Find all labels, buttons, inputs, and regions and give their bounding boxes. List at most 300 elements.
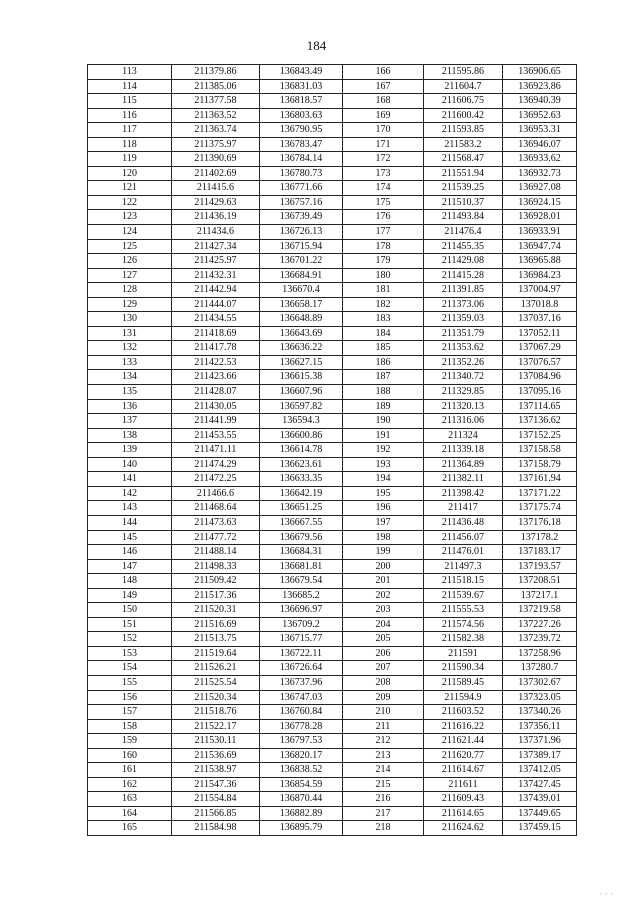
cell-x-coordinate: 211476.01 — [424, 545, 503, 560]
cell-y-coordinate: 136701.22 — [260, 254, 343, 269]
cell-y-coordinate: 136947.74 — [503, 239, 577, 254]
cell-x-coordinate: 211600.42 — [424, 108, 503, 123]
table-row — [88, 341, 577, 356]
cell-y-coordinate: 136696.97 — [260, 603, 343, 618]
cell-y-coordinate: 137175.74 — [503, 501, 577, 516]
cell-x-coordinate: 211418.69 — [172, 326, 260, 341]
table-row — [88, 661, 577, 676]
cell-point-number: 193 — [343, 457, 424, 472]
cell-y-coordinate: 136684.91 — [260, 268, 343, 283]
cell-y-coordinate: 136882.89 — [260, 806, 343, 821]
cell-x-coordinate: 211442.94 — [172, 283, 260, 298]
cell-x-coordinate: 211551.94 — [424, 166, 503, 181]
cell-point-number: 143 — [88, 501, 172, 516]
table-row — [88, 152, 577, 167]
cell-point-number: 212 — [343, 734, 424, 749]
cell-y-coordinate: 136709.2 — [260, 617, 343, 632]
cell-point-number: 171 — [343, 137, 424, 152]
cell-y-coordinate: 137340.26 — [503, 705, 577, 720]
cell-point-number: 200 — [343, 559, 424, 574]
cell-x-coordinate: 211329.85 — [424, 385, 503, 400]
cell-y-coordinate: 136614.78 — [260, 443, 343, 458]
cell-point-number: 144 — [88, 515, 172, 530]
table-row — [88, 65, 577, 80]
cell-x-coordinate: 211320.13 — [424, 399, 503, 414]
cell-x-coordinate: 211373.06 — [424, 297, 503, 312]
cell-point-number: 138 — [88, 428, 172, 443]
cell-point-number: 131 — [88, 326, 172, 341]
cell-x-coordinate: 211472.25 — [172, 472, 260, 487]
cell-y-coordinate: 136642.19 — [260, 486, 343, 501]
cell-y-coordinate: 136651.25 — [260, 501, 343, 516]
cell-x-coordinate: 211522.17 — [172, 719, 260, 734]
cell-point-number: 164 — [88, 806, 172, 821]
cell-point-number: 202 — [343, 588, 424, 603]
cell-x-coordinate: 211509.42 — [172, 574, 260, 589]
cell-point-number: 147 — [88, 559, 172, 574]
table-row — [88, 79, 577, 94]
cell-y-coordinate: 137217.1 — [503, 588, 577, 603]
cell-x-coordinate: 211593.85 — [424, 123, 503, 138]
cell-x-coordinate: 211539.25 — [424, 181, 503, 196]
cell-x-coordinate: 211422.53 — [172, 355, 260, 370]
cell-point-number: 206 — [343, 646, 424, 661]
cell-x-coordinate: 211538.97 — [172, 763, 260, 778]
cell-x-coordinate: 211620.77 — [424, 748, 503, 763]
cell-x-coordinate: 211606.75 — [424, 94, 503, 109]
cell-point-number: 189 — [343, 399, 424, 414]
table-row — [88, 312, 577, 327]
cell-x-coordinate: 211340.72 — [424, 370, 503, 385]
cell-point-number: 217 — [343, 806, 424, 821]
cell-x-coordinate: 211497.3 — [424, 559, 503, 574]
cell-point-number: 214 — [343, 763, 424, 778]
cell-point-number: 154 — [88, 661, 172, 676]
cell-point-number: 126 — [88, 254, 172, 269]
cell-y-coordinate: 136607.96 — [260, 385, 343, 400]
table-row — [88, 734, 577, 749]
cell-point-number: 137 — [88, 414, 172, 429]
cell-y-coordinate: 137356.11 — [503, 719, 577, 734]
cell-point-number: 192 — [343, 443, 424, 458]
cell-x-coordinate: 211604.7 — [424, 79, 503, 94]
cell-x-coordinate: 211436.48 — [424, 515, 503, 530]
cell-point-number: 168 — [343, 94, 424, 109]
cell-point-number: 216 — [343, 792, 424, 807]
cell-point-number: 179 — [343, 254, 424, 269]
table-row — [88, 443, 577, 458]
table-row — [88, 399, 577, 414]
cell-x-coordinate: 211513.75 — [172, 632, 260, 647]
cell-x-coordinate: 211434.6 — [172, 225, 260, 240]
cell-x-coordinate: 211377.58 — [172, 94, 260, 109]
cell-y-coordinate: 136923.86 — [503, 79, 577, 94]
cell-x-coordinate: 211555.53 — [424, 603, 503, 618]
cell-point-number: 134 — [88, 370, 172, 385]
cell-point-number: 177 — [343, 225, 424, 240]
cell-y-coordinate: 137158.58 — [503, 443, 577, 458]
cell-y-coordinate: 137037.16 — [503, 312, 577, 327]
cell-point-number: 208 — [343, 675, 424, 690]
cell-x-coordinate: 211590.34 — [424, 661, 503, 676]
cell-y-coordinate: 136670.4 — [260, 283, 343, 298]
cell-x-coordinate: 211363.74 — [172, 123, 260, 138]
cell-x-coordinate: 211364.89 — [424, 457, 503, 472]
cell-y-coordinate: 136627.15 — [260, 355, 343, 370]
cell-y-coordinate: 136715.94 — [260, 239, 343, 254]
cell-x-coordinate: 211466.6 — [172, 486, 260, 501]
cell-point-number: 166 — [343, 65, 424, 80]
cell-point-number: 146 — [88, 545, 172, 560]
cell-x-coordinate: 211536.69 — [172, 748, 260, 763]
cell-y-coordinate: 136803.63 — [260, 108, 343, 123]
cell-y-coordinate: 137158.79 — [503, 457, 577, 472]
cell-y-coordinate: 136906.65 — [503, 65, 577, 80]
cell-x-coordinate: 211614.67 — [424, 763, 503, 778]
cell-point-number: 194 — [343, 472, 424, 487]
cell-x-coordinate: 211611 — [424, 777, 503, 792]
cell-y-coordinate: 136790.95 — [260, 123, 343, 138]
cell-point-number: 113 — [88, 65, 172, 80]
cell-y-coordinate: 137018.8 — [503, 297, 577, 312]
cell-y-coordinate: 137161.94 — [503, 472, 577, 487]
cell-x-coordinate: 211574.56 — [424, 617, 503, 632]
table-row — [88, 748, 577, 763]
cell-y-coordinate: 136667.55 — [260, 515, 343, 530]
cell-x-coordinate: 211427.34 — [172, 239, 260, 254]
cell-point-number: 162 — [88, 777, 172, 792]
cell-x-coordinate: 211402.69 — [172, 166, 260, 181]
cell-point-number: 165 — [88, 821, 172, 836]
cell-x-coordinate: 211510.37 — [424, 195, 503, 210]
cell-x-coordinate: 211417.78 — [172, 341, 260, 356]
table-row — [88, 297, 577, 312]
cell-x-coordinate: 211390.69 — [172, 152, 260, 167]
table-row — [88, 268, 577, 283]
cell-point-number: 197 — [343, 515, 424, 530]
cell-x-coordinate: 211530.11 — [172, 734, 260, 749]
cell-point-number: 188 — [343, 385, 424, 400]
cell-point-number: 163 — [88, 792, 172, 807]
cell-y-coordinate: 137067.29 — [503, 341, 577, 356]
table-row — [88, 574, 577, 589]
table-row — [88, 326, 577, 341]
cell-point-number: 132 — [88, 341, 172, 356]
cell-x-coordinate: 211591 — [424, 646, 503, 661]
cell-x-coordinate: 211429.63 — [172, 195, 260, 210]
table-row — [88, 632, 577, 647]
cell-x-coordinate: 211379.86 — [172, 65, 260, 80]
cell-x-coordinate: 211359.03 — [424, 312, 503, 327]
cell-x-coordinate: 211516.69 — [172, 617, 260, 632]
cell-y-coordinate: 136831.03 — [260, 79, 343, 94]
cell-y-coordinate: 137239.72 — [503, 632, 577, 647]
cell-y-coordinate: 137449.65 — [503, 806, 577, 821]
cell-x-coordinate: 211624.62 — [424, 821, 503, 836]
cell-point-number: 127 — [88, 268, 172, 283]
cell-point-number: 118 — [88, 137, 172, 152]
cell-y-coordinate: 137193.57 — [503, 559, 577, 574]
table-row — [88, 355, 577, 370]
cell-x-coordinate: 211474.29 — [172, 457, 260, 472]
cell-point-number: 125 — [88, 239, 172, 254]
cell-point-number: 175 — [343, 195, 424, 210]
cell-x-coordinate: 211430.05 — [172, 399, 260, 414]
cell-point-number: 158 — [88, 719, 172, 734]
cell-point-number: 196 — [343, 501, 424, 516]
cell-x-coordinate: 211455.35 — [424, 239, 503, 254]
cell-point-number: 211 — [343, 719, 424, 734]
cell-point-number: 195 — [343, 486, 424, 501]
cell-y-coordinate: 137178.2 — [503, 530, 577, 545]
cell-x-coordinate: 211566.85 — [172, 806, 260, 821]
cell-point-number: 156 — [88, 690, 172, 705]
table-row — [88, 777, 577, 792]
cell-x-coordinate: 211441.99 — [172, 414, 260, 429]
cell-y-coordinate: 137258.96 — [503, 646, 577, 661]
cell-point-number: 185 — [343, 341, 424, 356]
cell-y-coordinate: 137371.96 — [503, 734, 577, 749]
cell-x-coordinate: 211520.34 — [172, 690, 260, 705]
table-row — [88, 559, 577, 574]
cell-y-coordinate: 136594.3 — [260, 414, 343, 429]
cell-x-coordinate: 211324 — [424, 428, 503, 443]
cell-point-number: 123 — [88, 210, 172, 225]
cell-x-coordinate: 211428.07 — [172, 385, 260, 400]
cell-y-coordinate: 136952.63 — [503, 108, 577, 123]
cell-y-coordinate: 136843.49 — [260, 65, 343, 80]
cell-y-coordinate: 136784.14 — [260, 152, 343, 167]
cell-point-number: 186 — [343, 355, 424, 370]
cell-x-coordinate: 211525.54 — [172, 675, 260, 690]
table-row — [88, 719, 577, 734]
cell-point-number: 148 — [88, 574, 172, 589]
cell-x-coordinate: 211498.33 — [172, 559, 260, 574]
cell-y-coordinate: 137302.67 — [503, 675, 577, 690]
cell-point-number: 159 — [88, 734, 172, 749]
cell-y-coordinate: 136679.54 — [260, 574, 343, 589]
cell-y-coordinate: 136965.88 — [503, 254, 577, 269]
cell-point-number: 172 — [343, 152, 424, 167]
cell-point-number: 215 — [343, 777, 424, 792]
cell-point-number: 133 — [88, 355, 172, 370]
cell-y-coordinate: 136615.38 — [260, 370, 343, 385]
cell-x-coordinate: 211375.97 — [172, 137, 260, 152]
cell-x-coordinate: 211429.08 — [424, 254, 503, 269]
cell-point-number: 161 — [88, 763, 172, 778]
cell-point-number: 203 — [343, 603, 424, 618]
cell-x-coordinate: 211517.36 — [172, 588, 260, 603]
scan-mark: · · · — [599, 889, 613, 899]
table-row — [88, 414, 577, 429]
table-row — [88, 806, 577, 821]
table-row — [88, 603, 577, 618]
table-row — [88, 254, 577, 269]
cell-x-coordinate: 211595.86 — [424, 65, 503, 80]
cell-y-coordinate: 136780.73 — [260, 166, 343, 181]
cell-y-coordinate: 137219.58 — [503, 603, 577, 618]
cell-x-coordinate: 211518.76 — [172, 705, 260, 720]
cell-y-coordinate: 136757.16 — [260, 195, 343, 210]
cell-y-coordinate: 136895.79 — [260, 821, 343, 836]
cell-y-coordinate: 137176.18 — [503, 515, 577, 530]
cell-x-coordinate: 211352.26 — [424, 355, 503, 370]
table-row — [88, 545, 577, 560]
table-row — [88, 675, 577, 690]
cell-point-number: 117 — [88, 123, 172, 138]
cell-y-coordinate: 136633.35 — [260, 472, 343, 487]
table-row — [88, 646, 577, 661]
cell-y-coordinate: 136643.69 — [260, 326, 343, 341]
cell-y-coordinate: 137280.7 — [503, 661, 577, 676]
cell-point-number: 183 — [343, 312, 424, 327]
table-row — [88, 428, 577, 443]
cell-point-number: 199 — [343, 545, 424, 560]
cell-y-coordinate: 136818.57 — [260, 94, 343, 109]
cell-x-coordinate: 211385.06 — [172, 79, 260, 94]
cell-y-coordinate: 136722.11 — [260, 646, 343, 661]
table-row — [88, 283, 577, 298]
cell-y-coordinate: 136932.73 — [503, 166, 577, 181]
cell-point-number: 190 — [343, 414, 424, 429]
cell-x-coordinate: 211476.4 — [424, 225, 503, 240]
cell-point-number: 115 — [88, 94, 172, 109]
cell-y-coordinate: 136648.89 — [260, 312, 343, 327]
cell-y-coordinate: 136933.62 — [503, 152, 577, 167]
cell-x-coordinate: 211382.11 — [424, 472, 503, 487]
cell-x-coordinate: 211436.19 — [172, 210, 260, 225]
cell-point-number: 173 — [343, 166, 424, 181]
cell-x-coordinate: 211417 — [424, 501, 503, 516]
table-row — [88, 690, 577, 705]
cell-x-coordinate: 211488.14 — [172, 545, 260, 560]
table-row — [88, 588, 577, 603]
cell-x-coordinate: 211614.65 — [424, 806, 503, 821]
cell-y-coordinate: 136854.59 — [260, 777, 343, 792]
cell-y-coordinate: 136747.03 — [260, 690, 343, 705]
table-row — [88, 166, 577, 181]
cell-y-coordinate: 136870.44 — [260, 792, 343, 807]
cell-x-coordinate: 211519.64 — [172, 646, 260, 661]
cell-point-number: 178 — [343, 239, 424, 254]
table-row — [88, 123, 577, 138]
table-row — [88, 210, 577, 225]
table-row — [88, 225, 577, 240]
cell-y-coordinate: 137439.01 — [503, 792, 577, 807]
cell-y-coordinate: 136838.52 — [260, 763, 343, 778]
coordinates-table — [87, 64, 577, 836]
cell-x-coordinate: 211398.42 — [424, 486, 503, 501]
cell-y-coordinate: 136927.08 — [503, 181, 577, 196]
cell-x-coordinate: 211554.84 — [172, 792, 260, 807]
cell-x-coordinate: 211425.97 — [172, 254, 260, 269]
cell-point-number: 205 — [343, 632, 424, 647]
cell-y-coordinate: 137412.05 — [503, 763, 577, 778]
cell-point-number: 122 — [88, 195, 172, 210]
cell-x-coordinate: 211423.66 — [172, 370, 260, 385]
cell-point-number: 187 — [343, 370, 424, 385]
cell-point-number: 152 — [88, 632, 172, 647]
cell-point-number: 155 — [88, 675, 172, 690]
coordinates-table-body — [88, 65, 577, 836]
cell-x-coordinate: 211453.55 — [172, 428, 260, 443]
cell-point-number: 145 — [88, 530, 172, 545]
cell-x-coordinate: 211316.06 — [424, 414, 503, 429]
cell-y-coordinate: 136924.15 — [503, 195, 577, 210]
cell-y-coordinate: 136600.86 — [260, 428, 343, 443]
cell-x-coordinate: 211456.07 — [424, 530, 503, 545]
cell-x-coordinate: 211594.9 — [424, 690, 503, 705]
cell-y-coordinate: 136946.07 — [503, 137, 577, 152]
cell-x-coordinate: 211444.07 — [172, 297, 260, 312]
cell-y-coordinate: 137208.51 — [503, 574, 577, 589]
cell-y-coordinate: 137389.17 — [503, 748, 577, 763]
cell-y-coordinate: 137136.62 — [503, 414, 577, 429]
cell-y-coordinate: 137152.25 — [503, 428, 577, 443]
cell-point-number: 174 — [343, 181, 424, 196]
cell-x-coordinate: 211432.31 — [172, 268, 260, 283]
cell-x-coordinate: 211493.84 — [424, 210, 503, 225]
table-row — [88, 472, 577, 487]
cell-y-coordinate: 137114.65 — [503, 399, 577, 414]
cell-point-number: 130 — [88, 312, 172, 327]
cell-x-coordinate: 211609.43 — [424, 792, 503, 807]
cell-point-number: 114 — [88, 79, 172, 94]
cell-y-coordinate: 136681.81 — [260, 559, 343, 574]
cell-point-number: 157 — [88, 705, 172, 720]
cell-y-coordinate: 137084.96 — [503, 370, 577, 385]
cell-x-coordinate: 211568.47 — [424, 152, 503, 167]
cell-y-coordinate: 136658.17 — [260, 297, 343, 312]
cell-y-coordinate: 136940.39 — [503, 94, 577, 109]
cell-y-coordinate: 136953.31 — [503, 123, 577, 138]
cell-y-coordinate: 136797.53 — [260, 734, 343, 749]
table-row — [88, 763, 577, 778]
table-row — [88, 108, 577, 123]
cell-point-number: 124 — [88, 225, 172, 240]
cell-y-coordinate: 136933.91 — [503, 225, 577, 240]
cell-x-coordinate: 211468.64 — [172, 501, 260, 516]
cell-point-number: 128 — [88, 283, 172, 298]
cell-x-coordinate: 211518.15 — [424, 574, 503, 589]
cell-x-coordinate: 211582.38 — [424, 632, 503, 647]
cell-x-coordinate: 211473.63 — [172, 515, 260, 530]
cell-y-coordinate: 137052.11 — [503, 326, 577, 341]
cell-x-coordinate: 211351.79 — [424, 326, 503, 341]
cell-point-number: 140 — [88, 457, 172, 472]
cell-point-number: 142 — [88, 486, 172, 501]
cell-x-coordinate: 211415.6 — [172, 181, 260, 196]
cell-point-number: 209 — [343, 690, 424, 705]
cell-y-coordinate: 136623.61 — [260, 457, 343, 472]
cell-y-coordinate: 136684.31 — [260, 545, 343, 560]
cell-y-coordinate: 137183.17 — [503, 545, 577, 560]
cell-y-coordinate: 137095.16 — [503, 385, 577, 400]
cell-point-number: 213 — [343, 748, 424, 763]
table-row — [88, 486, 577, 501]
cell-y-coordinate: 136597.82 — [260, 399, 343, 414]
cell-y-coordinate: 136778.28 — [260, 719, 343, 734]
page-number: 184 — [306, 38, 327, 53]
cell-point-number: 180 — [343, 268, 424, 283]
cell-y-coordinate: 136820.17 — [260, 748, 343, 763]
table-row — [88, 181, 577, 196]
cell-y-coordinate: 136783.47 — [260, 137, 343, 152]
cell-y-coordinate: 136685.2 — [260, 588, 343, 603]
cell-x-coordinate: 211589.45 — [424, 675, 503, 690]
cell-x-coordinate: 211583.2 — [424, 137, 503, 152]
table-row — [88, 195, 577, 210]
